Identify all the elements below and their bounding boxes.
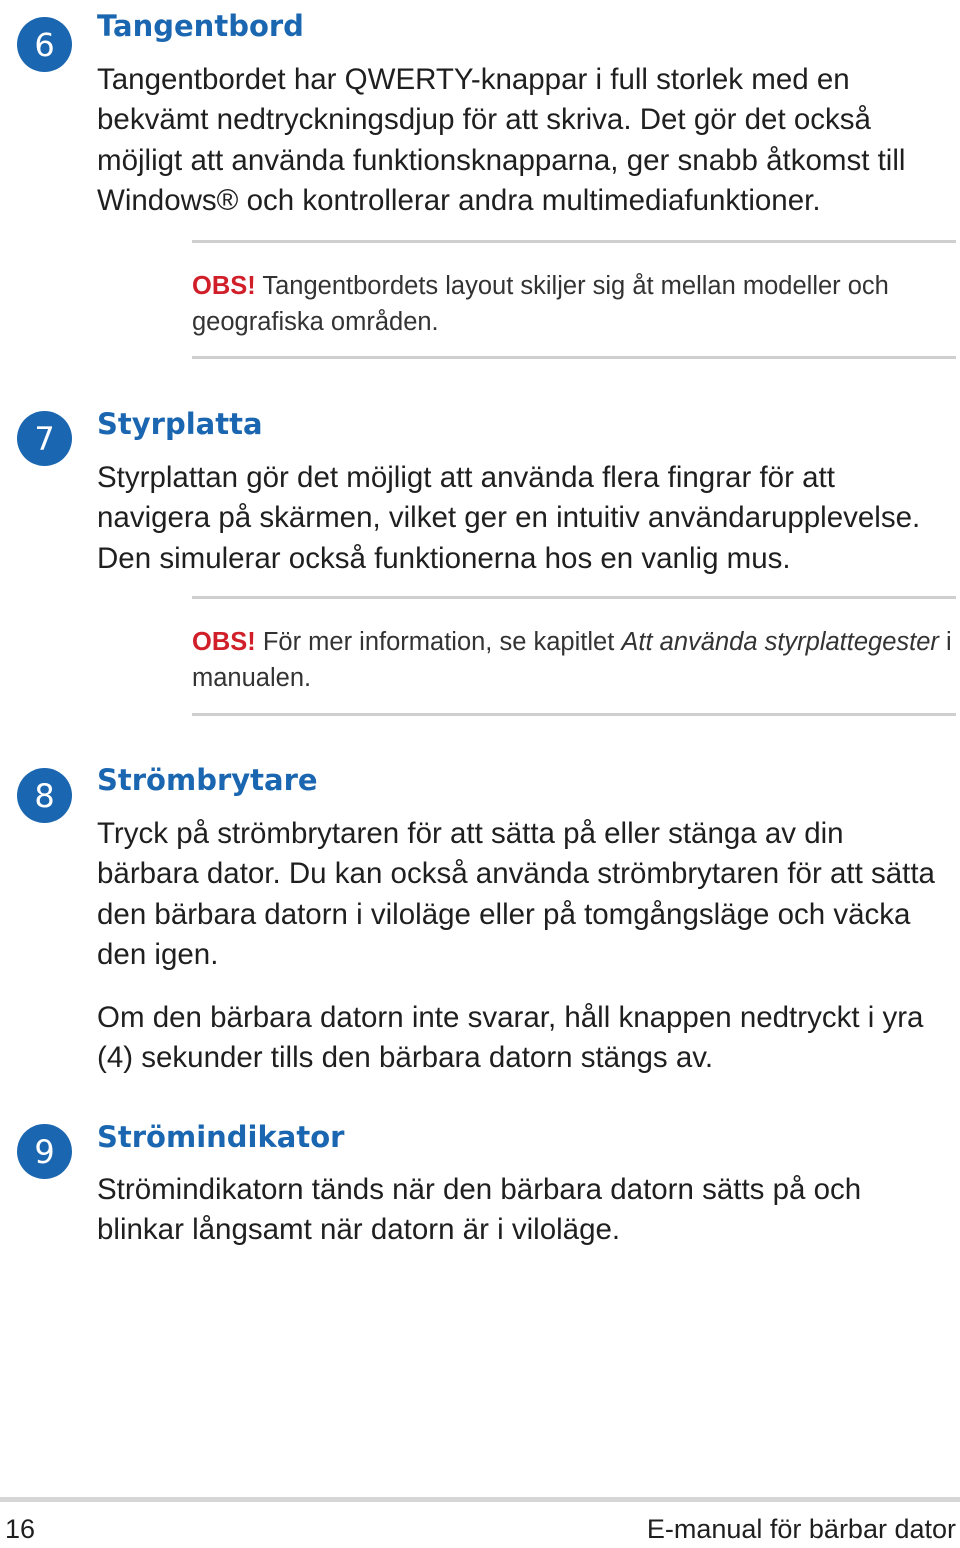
page-number: 16 xyxy=(5,1514,36,1544)
manual-title: E-manual för bärbar dator xyxy=(646,1514,956,1544)
note-divider-bottom xyxy=(192,713,956,716)
note-divider-top xyxy=(192,240,956,243)
section-paragraph: Styrplattan gör det möjligt att använda flera fingrar för att navigera på skärmen, vilket ger en intuitiv användarupplevelse. Den simulerar också funktionerna hos en vanlig mus. xyxy=(97,461,921,575)
note-divider-top xyxy=(192,596,956,599)
note-divider-bottom xyxy=(192,356,956,359)
note-box xyxy=(192,268,956,340)
note-text: Tangentbordets layout skiljer sig åt mellan modeller och geografiska områden. xyxy=(192,272,889,336)
note-chapter-reference: Att använda styrplattegester xyxy=(621,628,939,656)
section-paragraph: Strömindikatorn tänds när den bärbara datorn sätts på och blinkar långsamt när datorn är i viloläge. xyxy=(97,1173,862,1247)
section-paragraph: Tryck på strömbrytaren för att sätta på eller stänga av din bärbara dator. Du kan också använda strömbrytaren för att sätta den bärbara datorn i viloläge eller på tomgångsläge och väcka den igen. xyxy=(97,817,935,971)
section-number-badge: 9 xyxy=(17,1124,72,1179)
section-paragraph: Tangentbordet har QWERTY-knappar i full storlek med en bekvämt nedtryckningsdjup för att skriva. Det gör det också möjligt att använda funktionsknapparna, ger snabb åtkomst till Windows® och kontrollerar andra multimediafunktioner. xyxy=(97,63,906,217)
note-label: OBS! xyxy=(192,628,256,656)
section-number-badge: 7 xyxy=(17,411,72,466)
section-number-badge: 6 xyxy=(17,17,72,72)
note-text-end: i manualen. xyxy=(192,628,952,692)
section-title-stromindikator: Strömindikator xyxy=(97,1120,345,1154)
footer-divider xyxy=(0,1497,960,1502)
note-box xyxy=(192,624,956,696)
section-number-badge: 8 xyxy=(17,768,72,823)
section-title-styrplatta: Styrplatta xyxy=(97,407,263,441)
note-text: För mer information, se kapitlet xyxy=(255,628,622,656)
note-label: OBS! xyxy=(192,272,256,300)
section-title-strombrytare: Strömbrytare xyxy=(97,763,318,797)
section-title-tangentbord: Tangentbord xyxy=(97,9,304,43)
section-paragraph: Om den bärbara datorn inte svarar, håll knappen nedtryckt i yra (4) sekunder tills den bärbara datorn stängs av. xyxy=(97,1001,924,1075)
